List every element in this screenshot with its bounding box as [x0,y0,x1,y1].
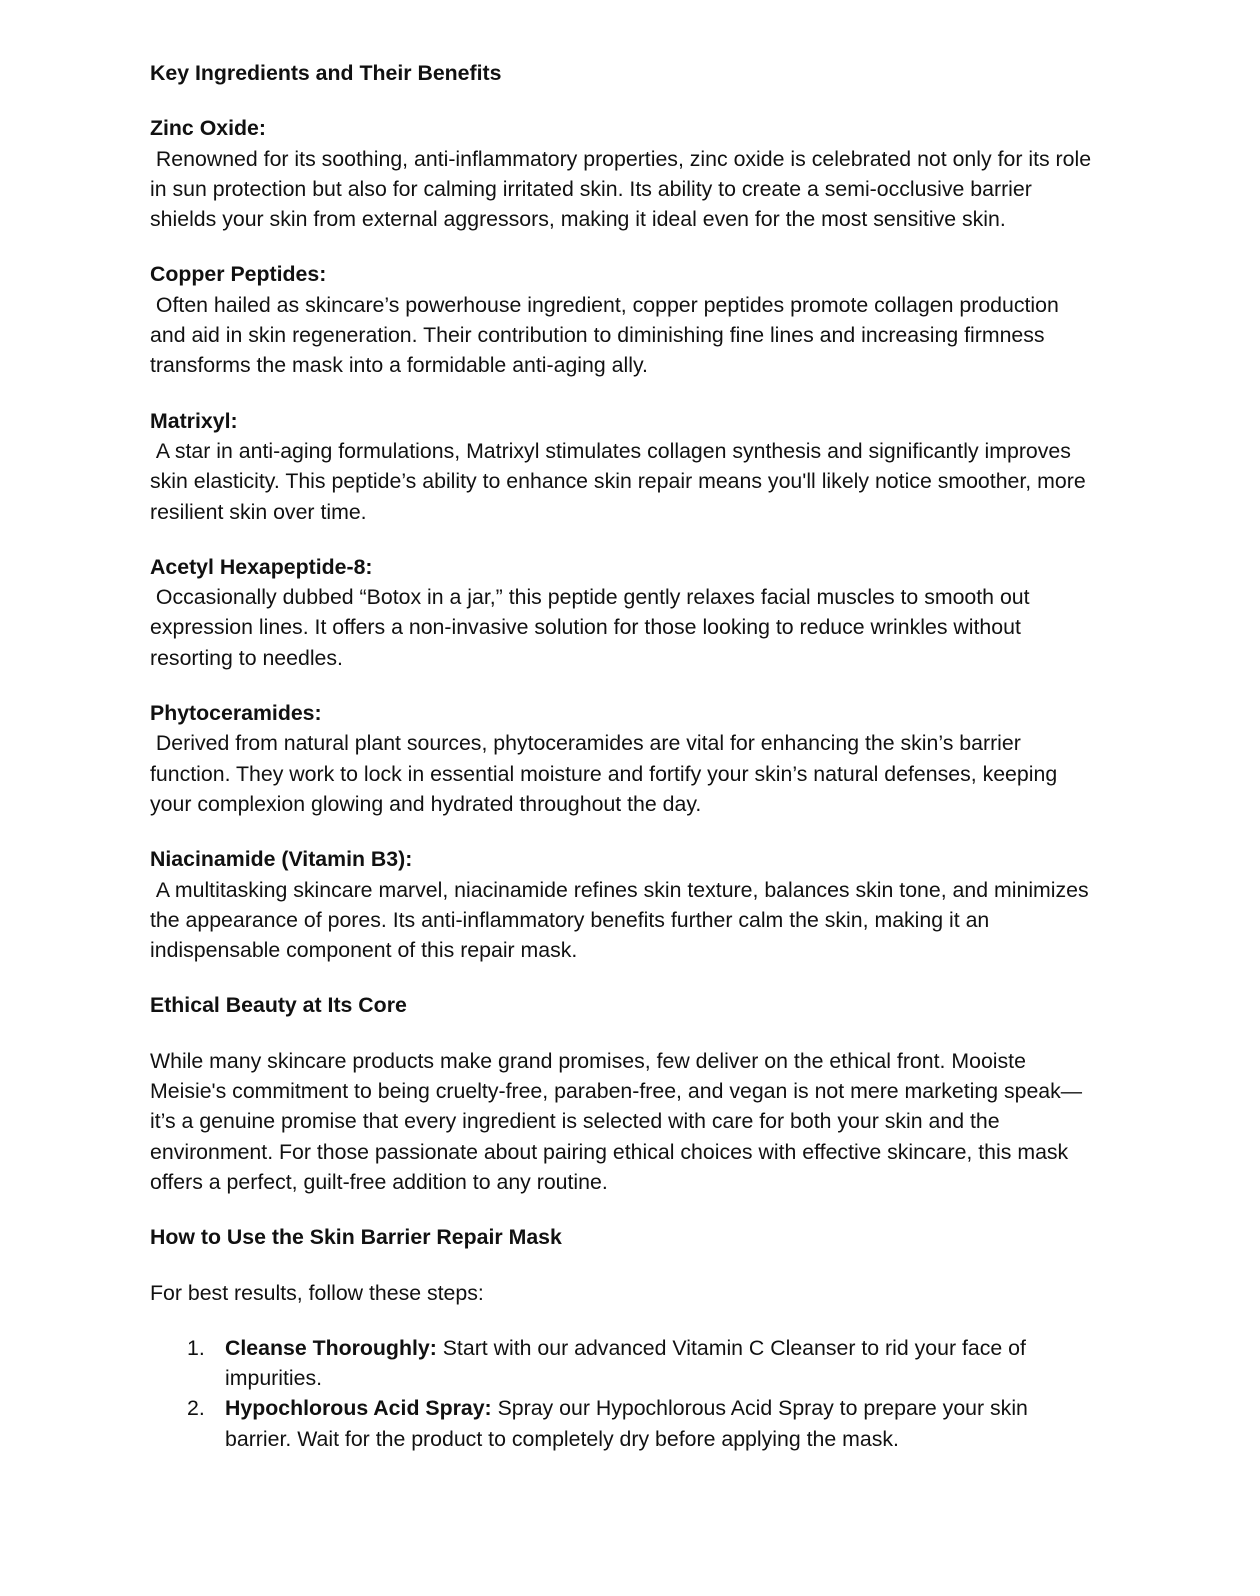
ingredient-description: Renowned for its soothing, anti-inflammatory properties, zinc oxide is celebrated not only for its role in sun protection but also for calming irritated skin. Its ability to create a semi-occlusive barrier shields your skin from external aggressors, making it ideal even for the most sensitive skin. [150,146,1097,232]
ingredient-name: Copper Peptides: [150,262,327,287]
steps-list [150,1333,1100,1454]
step-number: 1. [187,1335,205,1360]
ingredient-description: A multitasking skincare marvel, niacinamide refines skin texture, balances skin tone, and minimizes the appearance of pores. Its anti-inflammatory benefits further calm the skin, making it an indispensable component of this repair mask. [150,877,1095,963]
ingredient-acetyl-hexapeptide-8 [150,552,1100,673]
list-item [187,1393,1100,1454]
step-number: 2. [187,1396,205,1421]
step-title: Hypochlorous Acid Spray: [225,1396,492,1421]
ingredient-matrixyl [150,406,1100,527]
ingredient-name: Phytoceramides: [150,701,322,726]
step-title: Cleanse Thoroughly: [225,1335,437,1360]
how-to-use-heading: How to Use the Skin Barrier Repair Mask [150,1225,562,1250]
ingredient-description: Often hailed as skincare’s powerhouse ingredient, copper peptides promote collagen production and aid in skin regeneration. Their contribution to diminishing fine lines and increasing firmness transforms the mask into a formidable anti-aging ally. [150,292,1065,378]
document-body [150,58,1100,1454]
ingredient-name: Niacinamide (Vitamin B3): [150,847,413,872]
key-ingredients-heading: Key Ingredients and Their Benefits [150,61,502,85]
ingredient-description: A star in anti-aging formulations, Matrixyl stimulates collagen synthesis and significantly improves skin elasticity. This peptide’s ability to enhance skin repair means you'll likely notice smoother, more resilient skin over time. [150,438,1092,524]
ingredient-name: Acetyl Hexapeptide-8: [150,554,373,579]
ingredient-copper-peptides [150,259,1100,380]
list-item [187,1333,1100,1394]
ingredient-description: Occasionally dubbed “Botox in a jar,” this peptide gently relaxes facial muscles to smooth out expression lines. It offers a non-invasive solution for those looking to reduce wrinkles without resorting to needles. [150,585,1036,670]
step-text: Start with our advanced Vitamin C Cleanser to rid your face of impurities. [225,1335,1026,1391]
ethical-beauty-heading: Ethical Beauty at Its Core [150,993,407,1018]
ingredient-niacinamide [150,844,1100,965]
ingredient-description: Derived from natural plant sources, phytoceramides are vital for enhancing the skin’s barrier function. They work to lock in essential moisture and fortify your skin’s natural defenses, keeping your complexion glowing and hydrated throughout the day. [150,731,1064,816]
ingredient-phytoceramides [150,698,1100,819]
ingredient-zinc-oxide [150,113,1100,234]
how-to-use-intro: For best results, follow these steps: [150,1280,484,1305]
ingredient-name: Matrixyl: [150,408,238,433]
ingredient-name: Zinc Oxide: [150,116,266,141]
step-text: Spray our Hypochlorous Acid Spray to prepare your skin barrier. Wait for the product to completely dry before applying the mask. [225,1396,1028,1451]
ethical-beauty-paragraph: While many skincare products make grand promises, few deliver on the ethical front. Mooiste Meisie's commitment to being cruelty-free, paraben-free, and vegan is not mere marketing speak—it’s a genuine promise that every ingredient is selected with care for both your skin and the environment. For those passionate about pairing ethical choices with effective skincare, this mask offers a perfect, guilt-free addition to any routine. [150,1048,1083,1194]
